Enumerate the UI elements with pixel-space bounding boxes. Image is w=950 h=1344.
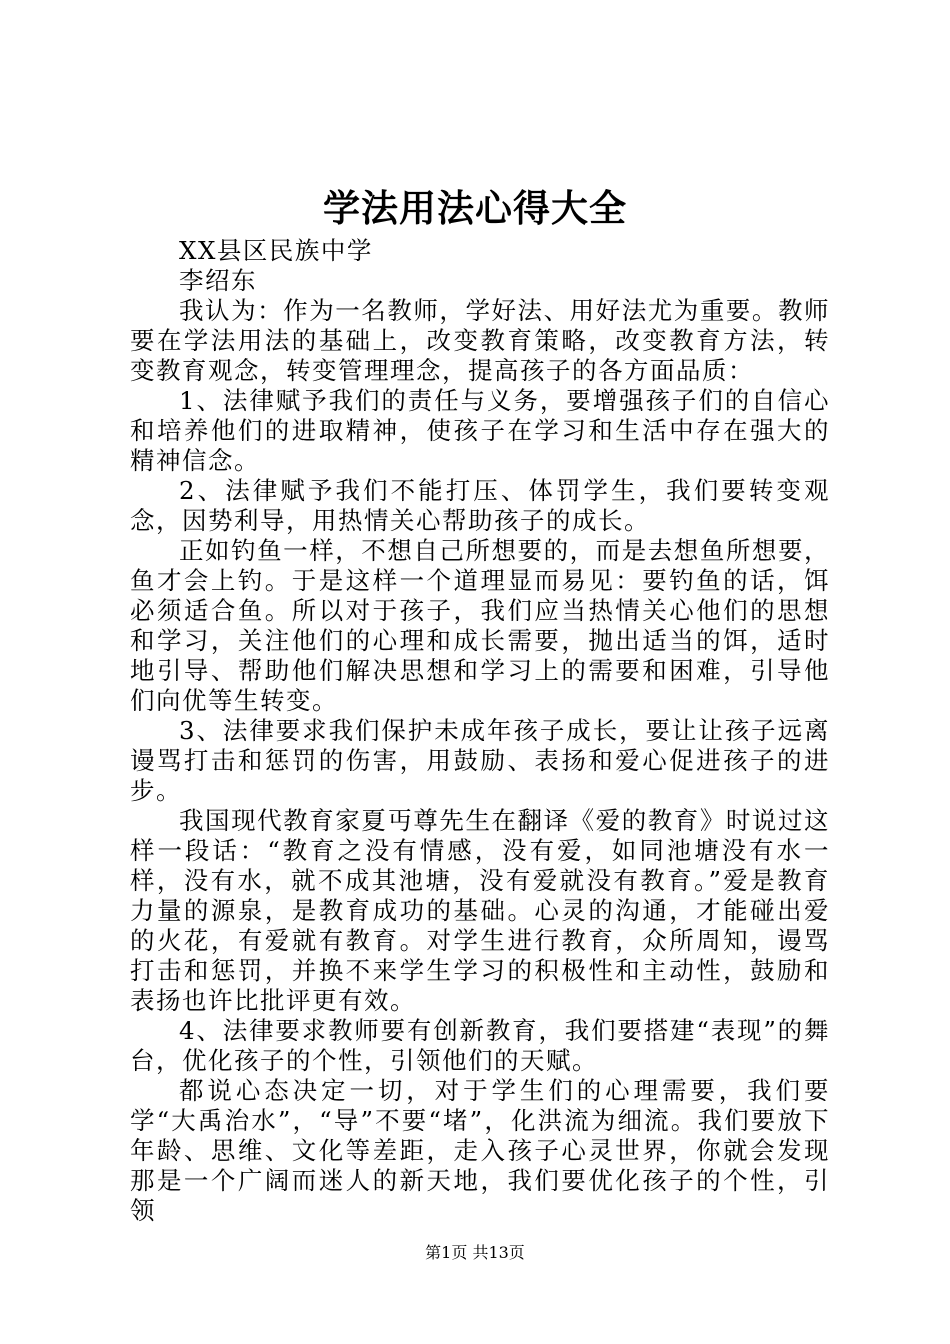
paragraph: 3、法律要求我们保护未成年孩子成长，要让让孩子远离谩骂打击和惩罚的伤害，用鼓励、表扬和爱心促进孩子的进步。 xyxy=(130,716,830,805)
document-body xyxy=(130,236,830,1226)
paragraph: 1、法律赋予我们的责任与义务，要增强孩子们的自信心和培养他们的进取精神，使孩子在学习和生活中存在强大的精神信念。 xyxy=(130,386,830,475)
paragraph: 我认为：作为一名教师，学好法、用好法尤为重要。教师要在学法用法的基础上，改变教育策略，改变教育方法，转变教育观念，转变管理理念，提高孩子的各方面品质： xyxy=(130,296,830,385)
author-line: 李绍东 xyxy=(179,266,257,295)
paragraph: 都说心态决定一切，对于学生们的心理需要，我们要学“大禹治水”，“导”不要“堵”，化洪流为细流。我们要放下年龄、思维、文化等差距，走入孩子心灵世界，你就会发现那是一个广阔而迷人的新天地，我们要优化孩子的个性，引领 xyxy=(130,1076,830,1225)
document-title: 学法用法心得大全 xyxy=(323,186,627,230)
paragraph: 4、法律要求教师要有创新教育，我们要搭建“表现”的舞台，优化孩子的个性，引领他们的天赋。 xyxy=(130,1016,830,1075)
page-footer: 第1页 共13页 xyxy=(425,1243,525,1262)
paragraph: 正如钓鱼一样，不想自己所想要的，而是去想鱼所想要，鱼才会上钓。于是这样一个道理显而易见：要钓鱼的话，饵必须适合鱼。所以对于孩子，我们应当热情关心他们的思想和学习，关注他们的心理和成长需要，抛出适当的饵，适时地引导、帮助他们解决思想和学习上的需要和困难，引导他们向优等生转变。 xyxy=(130,536,830,715)
paragraph: 2、法律赋予我们不能打压、体罚学生，我们要转变观念，因势利导，用热情关心帮助孩子的成长。 xyxy=(130,476,830,535)
paragraph: 我国现代教育家夏丏尊先生在翻译《爱的教育》时说过这样一段话：“教育之没有情感，没有爱，如同池塘没有水一样，没有水，就不成其池塘，没有爱就没有教育。”爱是教育力量的源泉，是教育成功的基础。心灵的沟通，才能碰出爱的火花，有爱就有教育。对学生进行教育，众所周知，谩骂打击和惩罚，并换不来学生学习的积极性和主动性，鼓励和表扬也许比批评更有效。 xyxy=(130,806,830,1015)
school-line: XX县区民族中学 xyxy=(179,236,373,265)
